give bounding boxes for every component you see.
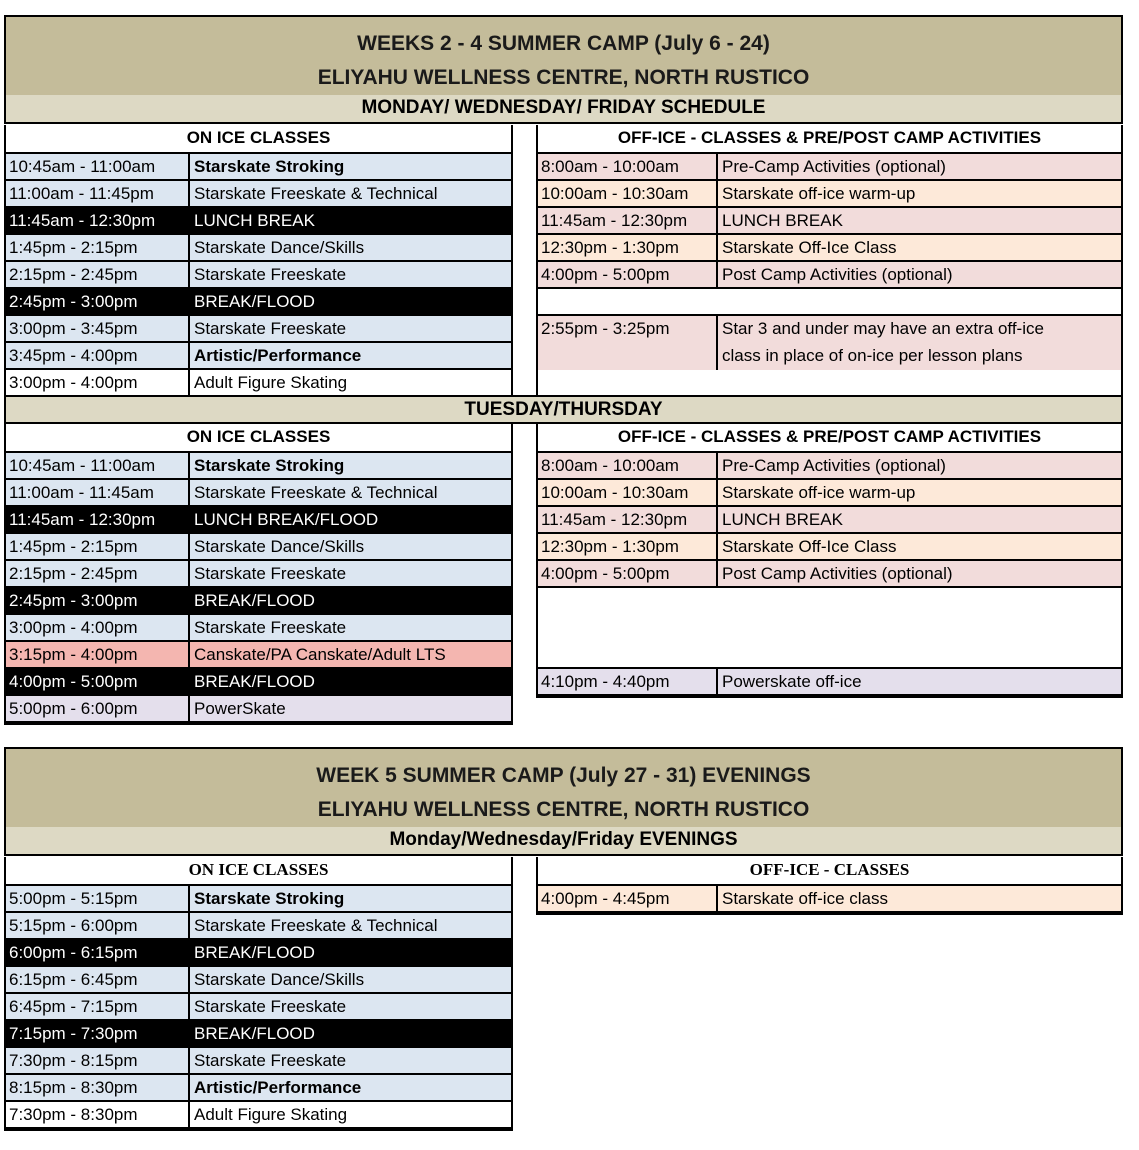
column-header: ON ICE CLASSES [6, 857, 511, 886]
off-ice-table-evenings [536, 857, 1123, 915]
time-cell: 8:00am - 10:00am [538, 453, 718, 478]
time-cell: 3:15pm - 4:00pm [6, 642, 190, 667]
on-ice-table-evenings [4, 857, 513, 1131]
time-cell: 3:00pm - 4:00pm [6, 615, 190, 640]
table-row [6, 696, 511, 723]
table-row [6, 480, 511, 507]
table-row [6, 154, 511, 181]
class-cell: Starskate Freeskate [194, 564, 347, 583]
table-row [6, 967, 511, 994]
class-cell: Starskate Stroking [194, 456, 345, 475]
day-label-tt: TUESDAY/THURSDAY [4, 395, 1123, 424]
time-cell: 6:00pm - 6:15pm [6, 940, 190, 965]
time-cell: 8:00am - 10:00am [538, 154, 718, 179]
off-ice-table-mwf [536, 125, 1123, 397]
on-ice-table-tt [4, 424, 513, 725]
time-cell: 12:30pm - 1:30pm [538, 534, 718, 559]
table-row [6, 669, 511, 696]
table-row [6, 1075, 511, 1102]
blank-row [538, 289, 1121, 316]
class-cell: Starskate Dance/Skills [194, 238, 365, 257]
time-cell: 10:45am - 11:00am [6, 453, 190, 478]
weeks-2-4-header [4, 15, 1123, 97]
section-location: ELIYAHU WELLNESS CENTRE, NORTH RUSTICO [317, 66, 810, 89]
day-label-evenings: Monday/Wednesday/Friday EVENINGS [4, 827, 1123, 856]
off-ice-table-tt [536, 424, 1123, 698]
time-cell: 11:00am - 11:45am [6, 480, 190, 505]
column-header: ON ICE CLASSES [6, 125, 511, 154]
class-cell: Starskate Freeskate & Technical [194, 184, 438, 203]
table-row [6, 588, 511, 615]
table-row [6, 1021, 511, 1048]
table-row [538, 316, 1121, 343]
time-cell: 10:00am - 10:30am [538, 480, 718, 505]
table-row [538, 262, 1121, 289]
table-row [6, 316, 511, 343]
table-row [6, 994, 511, 1021]
table-row [6, 453, 511, 480]
table-row [6, 642, 511, 669]
time-cell: 1:45pm - 2:15pm [6, 534, 190, 559]
class-cell: Starskate off-ice class [722, 889, 888, 908]
class-cell: Starskate Stroking [194, 889, 345, 908]
class-cell: Starskate Off-Ice Class [722, 238, 897, 257]
class-cell: Starskate Freeskate [194, 1051, 347, 1070]
class-cell: Starskate off-ice warm-up [722, 483, 916, 502]
class-cell: Starskate Off-Ice Class [722, 537, 897, 556]
time-cell: 5:15pm - 6:00pm [6, 913, 190, 938]
time-cell: 1:45pm - 2:15pm [6, 235, 190, 260]
class-cell: LUNCH BREAK [722, 510, 843, 529]
class-cell: Adult Figure Skating [194, 373, 348, 392]
class-cell: Starskate Dance/Skills [194, 537, 365, 556]
time-cell: 4:10pm - 4:40pm [538, 669, 718, 694]
time-cell: 4:00pm - 5:00pm [538, 561, 718, 586]
time-cell: 2:15pm - 2:45pm [6, 262, 190, 287]
time-cell: 7:30pm - 8:15pm [6, 1048, 190, 1073]
class-cell: Pre-Camp Activities (optional) [722, 157, 946, 176]
time-cell: 11:45am - 12:30pm [538, 507, 718, 532]
class-cell: Starskate Freeskate [194, 997, 347, 1016]
day-label-mwf: MONDAY/ WEDNESDAY/ FRIDAY SCHEDULE [4, 95, 1123, 124]
table-row [6, 181, 511, 208]
time-cell: 2:45pm - 3:00pm [6, 289, 190, 314]
class-cell: LUNCH BREAK [722, 211, 843, 230]
table-row [538, 669, 1121, 696]
time-cell: 5:00pm - 6:00pm [6, 696, 190, 721]
time-cell: 11:00am - 11:45pm [6, 181, 190, 206]
time-cell: 3:45pm - 4:00pm [6, 343, 190, 368]
table-row [538, 453, 1121, 480]
column-header: OFF-ICE - CLASSES & PRE/POST CAMP ACTIVITIES [538, 125, 1121, 154]
on-ice-table-mwf [4, 125, 513, 399]
time-cell: 4:00pm - 5:00pm [538, 262, 718, 287]
class-cell: BREAK/FLOOD [194, 943, 315, 962]
table-row [6, 1102, 511, 1129]
column-header: OFF-ICE - CLASSES & PRE/POST CAMP ACTIVITIES [538, 424, 1121, 453]
class-cell: Starskate Freeskate & Technical [194, 483, 438, 502]
class-cell: Starskate Freeskate [194, 319, 347, 338]
class-cell: Starskate Dance/Skills [194, 970, 365, 989]
time-cell: 2:15pm - 2:45pm [6, 561, 190, 586]
time-cell: 5:00pm - 5:15pm [6, 886, 190, 911]
table-row [538, 154, 1121, 181]
time-cell: 8:15pm - 8:30pm [6, 1075, 190, 1100]
class-cell: Artistic/Performance [194, 346, 362, 365]
table-row [6, 561, 511, 588]
time-cell: 10:00am - 10:30am [538, 181, 718, 206]
table-row [538, 235, 1121, 262]
class-cell: Starskate Stroking [194, 157, 345, 176]
table-row [6, 208, 511, 235]
class-cell: BREAK/FLOOD [194, 672, 315, 691]
class-cell: Adult Figure Skating [194, 1105, 348, 1124]
table-row [6, 615, 511, 642]
time-cell: 3:00pm - 3:45pm [6, 316, 190, 341]
class-cell: Starskate off-ice warm-up [722, 184, 916, 203]
time-cell: 7:15pm - 7:30pm [6, 1021, 190, 1046]
class-cell: Artistic/Performance [194, 1078, 362, 1097]
table-row [6, 913, 511, 940]
time-cell: 6:15pm - 6:45pm [6, 967, 190, 992]
time-cell: 6:45pm - 7:15pm [6, 994, 190, 1019]
table-row [6, 235, 511, 262]
table-row [6, 534, 511, 561]
class-cell: Star 3 and under may have an extra off-ice [722, 319, 1044, 338]
table-row [6, 343, 511, 370]
class-cell: BREAK/FLOOD [194, 292, 315, 311]
column-header: OFF-ICE - CLASSES [538, 857, 1121, 886]
table-row [6, 1048, 511, 1075]
class-cell: Canskate/PA Canskate/Adult LTS [194, 645, 446, 664]
blank-row [538, 588, 1121, 669]
table-row [538, 208, 1121, 235]
time-cell: 10:45am - 11:00am [6, 154, 190, 179]
time-cell: 7:30pm - 8:30pm [6, 1102, 190, 1127]
class-cell: Powerskate off-ice [722, 672, 862, 691]
table-row [538, 886, 1121, 913]
week-5-header [4, 747, 1123, 829]
table-row [6, 370, 511, 397]
class-cell: PowerSkate [194, 699, 286, 718]
table-row [6, 886, 511, 913]
section-title: WEEK 5 SUMMER CAMP (July 27 - 31) EVENINGS [316, 764, 811, 787]
time-cell: 2:55pm - 3:25pm [538, 316, 718, 343]
time-cell [538, 343, 718, 370]
class-cell: Post Camp Activities (optional) [722, 564, 953, 583]
class-cell: BREAK/FLOOD [194, 1024, 315, 1043]
table-row [6, 289, 511, 316]
class-cell: LUNCH BREAK/FLOOD [194, 510, 379, 529]
table-row [6, 262, 511, 289]
time-cell: 2:45pm - 3:00pm [6, 588, 190, 613]
time-cell: 11:45am - 12:30pm [6, 507, 190, 532]
time-cell: 11:45am - 12:30pm [6, 208, 190, 233]
table-row [538, 534, 1121, 561]
section-title: WEEKS 2 - 4 SUMMER CAMP (July 6 - 24) [357, 32, 770, 55]
class-cell: class in place of on-ice per lesson plans [722, 346, 1023, 365]
table-row [538, 343, 1121, 370]
table-row [538, 480, 1121, 507]
class-cell: Starskate Freeskate & Technical [194, 916, 438, 935]
table-row [6, 940, 511, 967]
class-cell: LUNCH BREAK [194, 211, 315, 230]
table-row [538, 181, 1121, 208]
table-row [538, 507, 1121, 534]
class-cell: Starskate Freeskate [194, 265, 347, 284]
class-cell: Pre-Camp Activities (optional) [722, 456, 946, 475]
time-cell: 3:00pm - 4:00pm [6, 370, 190, 395]
time-cell: 4:00pm - 4:45pm [538, 886, 718, 911]
class-cell: BREAK/FLOOD [194, 591, 315, 610]
time-cell: 11:45am - 12:30pm [538, 208, 718, 233]
column-header: ON ICE CLASSES [6, 424, 511, 453]
section-location: ELIYAHU WELLNESS CENTRE, NORTH RUSTICO [317, 798, 810, 821]
class-cell: Starskate Freeskate [194, 618, 347, 637]
class-cell: Post Camp Activities (optional) [722, 265, 953, 284]
table-row [6, 507, 511, 534]
time-cell: 4:00pm - 5:00pm [6, 669, 190, 694]
time-cell: 12:30pm - 1:30pm [538, 235, 718, 260]
table-row [538, 561, 1121, 588]
